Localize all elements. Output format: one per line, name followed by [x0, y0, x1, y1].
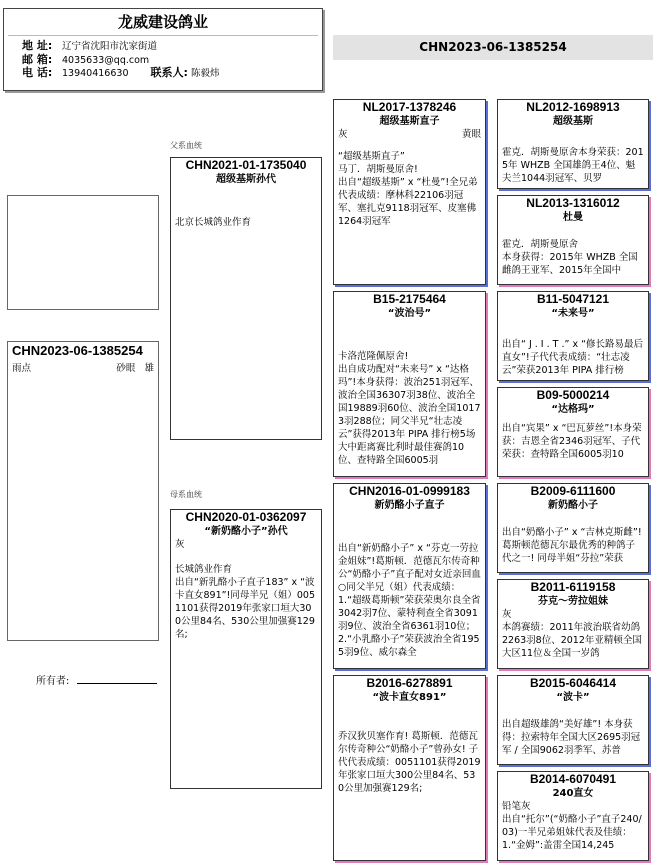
ddd-ring: B2014-6070491 — [529, 772, 617, 786]
sds-card — [497, 291, 649, 381]
sire-sire-color: 灰 — [338, 129, 348, 140]
dam-sire-desc: 出自“新奶酪小子” x “芬克一劳拉金姐妹”!葛斯顿．范德瓦尔传奇种公“奶酪小子”直子配对女近亲回血○同父半兄（姐）代表成绩：1.“超级葛斯顿”荣获荣奥尔良全省3042羽7位、蒙特利查全省3091羽9位、波治全省6361羽10位；2.“小乳酪小子”荣获波治全省1955羽9位、威尔森全 — [338, 543, 481, 658]
sdd-ring: B09-5000214 — [536, 388, 610, 402]
dam-color: 灰 — [175, 539, 185, 550]
sire-sire-desc: “超级基斯直子” 马丁．胡斯曼原舍! 出自“超级基斯” x “杜曼”!全兄弟代表成绩：摩林科22106羽冠军、塞扎克9118羽冠军、皮塞佛1264羽冠军 — [338, 151, 478, 227]
ring-banner: CHN2023-06-1385254 — [333, 35, 653, 60]
email-value[interactable]: 4035633@qq.com — [62, 54, 150, 66]
pigeon-photo-frame — [7, 195, 159, 310]
dam-dam-desc: 乔汉狄贝塞作育! 葛斯顿．范德瓦尔传奇种公“奶酪小子”曾孙女! 子代代表成绩：0051101获得2019年张家口垣大300公里84名、530公里加强赛129名; — [338, 731, 481, 794]
subject-card — [7, 341, 159, 641]
dsd-color: 灰 — [502, 609, 512, 620]
address-value: 辽宁省沈阳市沈家街道 — [62, 41, 158, 52]
ssd-name: 杜曼 — [563, 212, 583, 223]
dds-card — [497, 675, 649, 765]
owner-line — [36, 676, 157, 688]
dds-name: “波卡” — [556, 692, 590, 703]
dsd-card — [497, 579, 649, 669]
loft-header-card — [3, 8, 323, 91]
dam-dam-card — [333, 675, 486, 861]
sss-ring: NL2012-1698913 — [526, 100, 620, 114]
sire-dam-name: “波治号” — [387, 308, 432, 319]
sss-name: 超级基斯 — [553, 116, 593, 127]
loft-name: 龙威建设鸽业 — [8, 9, 318, 36]
sire-desc: 北京长城鸽业作育 — [175, 217, 252, 228]
ssd-ring: NL2013-1316012 — [526, 196, 620, 210]
sire-sire-card — [333, 99, 486, 285]
sire-sire-name: 超级基斯直子 — [379, 116, 440, 127]
phone-label: 电 话: — [22, 66, 53, 79]
sire-sire-ring: NL2017-1378246 — [362, 100, 457, 114]
dam-sire-ring: CHN2016-01-0999183 — [349, 484, 470, 498]
sire-dam-card — [333, 291, 486, 477]
dam-dam-ring: B2016-6278891 — [366, 676, 453, 690]
dss-card — [497, 483, 649, 573]
phone-value: 13940416630 — [62, 68, 129, 79]
ssd-card — [497, 195, 649, 285]
sire-card — [170, 157, 322, 440]
sds-ring: B11-5047121 — [536, 292, 610, 306]
sdd-name: “达格玛” — [551, 404, 595, 415]
sire-name: 超级基斯孙代 — [216, 174, 276, 185]
email-label: 邮 箱: — [22, 52, 53, 66]
sire-dam-ring: B15-2175464 — [373, 292, 446, 306]
sire-sire-eye: 黄眼 — [461, 129, 481, 140]
contact-label: 联系人: — [150, 66, 188, 79]
dss-ring: B2009-6111600 — [530, 484, 616, 498]
sds-desc: 出自“ J . I . T .” x “修长路易最后直女”!子代代表成绩：“壮志凌云”荣获2013年 PIPA 排行榜 — [502, 339, 644, 376]
dam-name: “新奶酪小子”孙代 — [204, 526, 288, 537]
subject-sex: 雄 — [144, 363, 154, 374]
address-label: 地 址: — [22, 39, 53, 52]
dss-desc: 出自“奶酪小子” x “吉林克斯雌”!葛斯顿范德瓦尔最优秀的种鸽子代之一! 同母半姐“芬拉”荣获 — [502, 527, 642, 564]
sss-card — [497, 99, 649, 189]
dds-ring: B2015-6046414 — [529, 676, 617, 690]
dsd-name: 芬克～劳拉姐妹 — [538, 596, 608, 607]
dsd-ring: B2011-6119158 — [530, 580, 616, 594]
sdd-card — [497, 387, 649, 477]
ssd-desc: 霍克．胡斯曼原舍 本身获得：2015年 WHZB 全国雌鸽王亚军、2015年全国中 — [502, 239, 638, 276]
dam-dam-name: “波卡直女891” — [372, 692, 447, 703]
sds-name: “未来号” — [551, 308, 595, 319]
dss-name: 新奶酪小子 — [548, 500, 598, 511]
contact-value: 陈毅炜 — [190, 68, 220, 79]
ddd-desc: 出自“托尔”(“奶酪小子”直子240/03)一半兄弟姐妹代表及佳绩：1.“金姆”:盖雷全国14,245 — [502, 814, 642, 851]
ddd-color: 铅笔灰 — [502, 801, 531, 812]
owner-label: 所有者: — [36, 676, 70, 687]
dam-sire-name: 新奶酪小子直子 — [374, 500, 445, 511]
dds-desc: 出自超级雄鸽“美好雄”! 本身获得：拉索特年全国大区2695羽冠军 / 全国9062羽季军、苏普 — [502, 719, 641, 756]
sire-dam-desc: 卡洛范隆佩原舍! 出自成功配对“未来号” x “达格玛”!本身获得：波治251羽冠军、波治全国36307羽38位、波治全国19889羽60位、波治全国10173羽288位；同父半兄“壮志凌云”获得2013年 PIPA 排行榜5场大中距离赛比利时最佳赛鸽10位、查特路全国6005羽 — [338, 351, 481, 466]
subject-eye: 砂眼 — [116, 363, 136, 374]
sire-ring: CHN2021-01-1735040 — [185, 158, 307, 172]
dam-card — [170, 509, 322, 789]
ddd-card — [497, 771, 649, 861]
sdd-desc: 出自“宾果” x “巴瓦萝丝”!本身荣获：吉恩全省2346羽冠军、子代荣获：查特路全国6005羽10 — [502, 423, 642, 460]
dam-ring: CHN2020-01-0362097 — [185, 510, 307, 524]
sss-desc: 霍克．胡斯曼原舍本身荣获：2015年 WHZB 全国雄鸽王4位、魁夫兰1044羽冠军、贝罗 — [502, 147, 644, 184]
dsd-desc: 本鸽赛绩：2011年波治联省幼鸽2263羽8位、2012年亚精顿全国大区11位＆全国一岁鸽 — [502, 622, 642, 659]
dam-sire-card — [333, 483, 486, 669]
owner-blank — [77, 683, 157, 684]
sire-side-label: 父系血统 — [170, 141, 202, 150]
ddd-name: 240直女 — [552, 788, 594, 799]
dam-desc: 长城鸽业作育 出自“新乳酪小子直子183” x “波卡直女891”!同母半兄（姐）0051101获得2019年张家口垣大300公里84名、530公里加强赛129名; — [175, 564, 315, 640]
subject-ring: CHN2023-06-1385254 — [12, 343, 143, 358]
subject-color: 雨点 — [12, 363, 32, 374]
dam-side-label: 母系血统 — [170, 490, 202, 499]
